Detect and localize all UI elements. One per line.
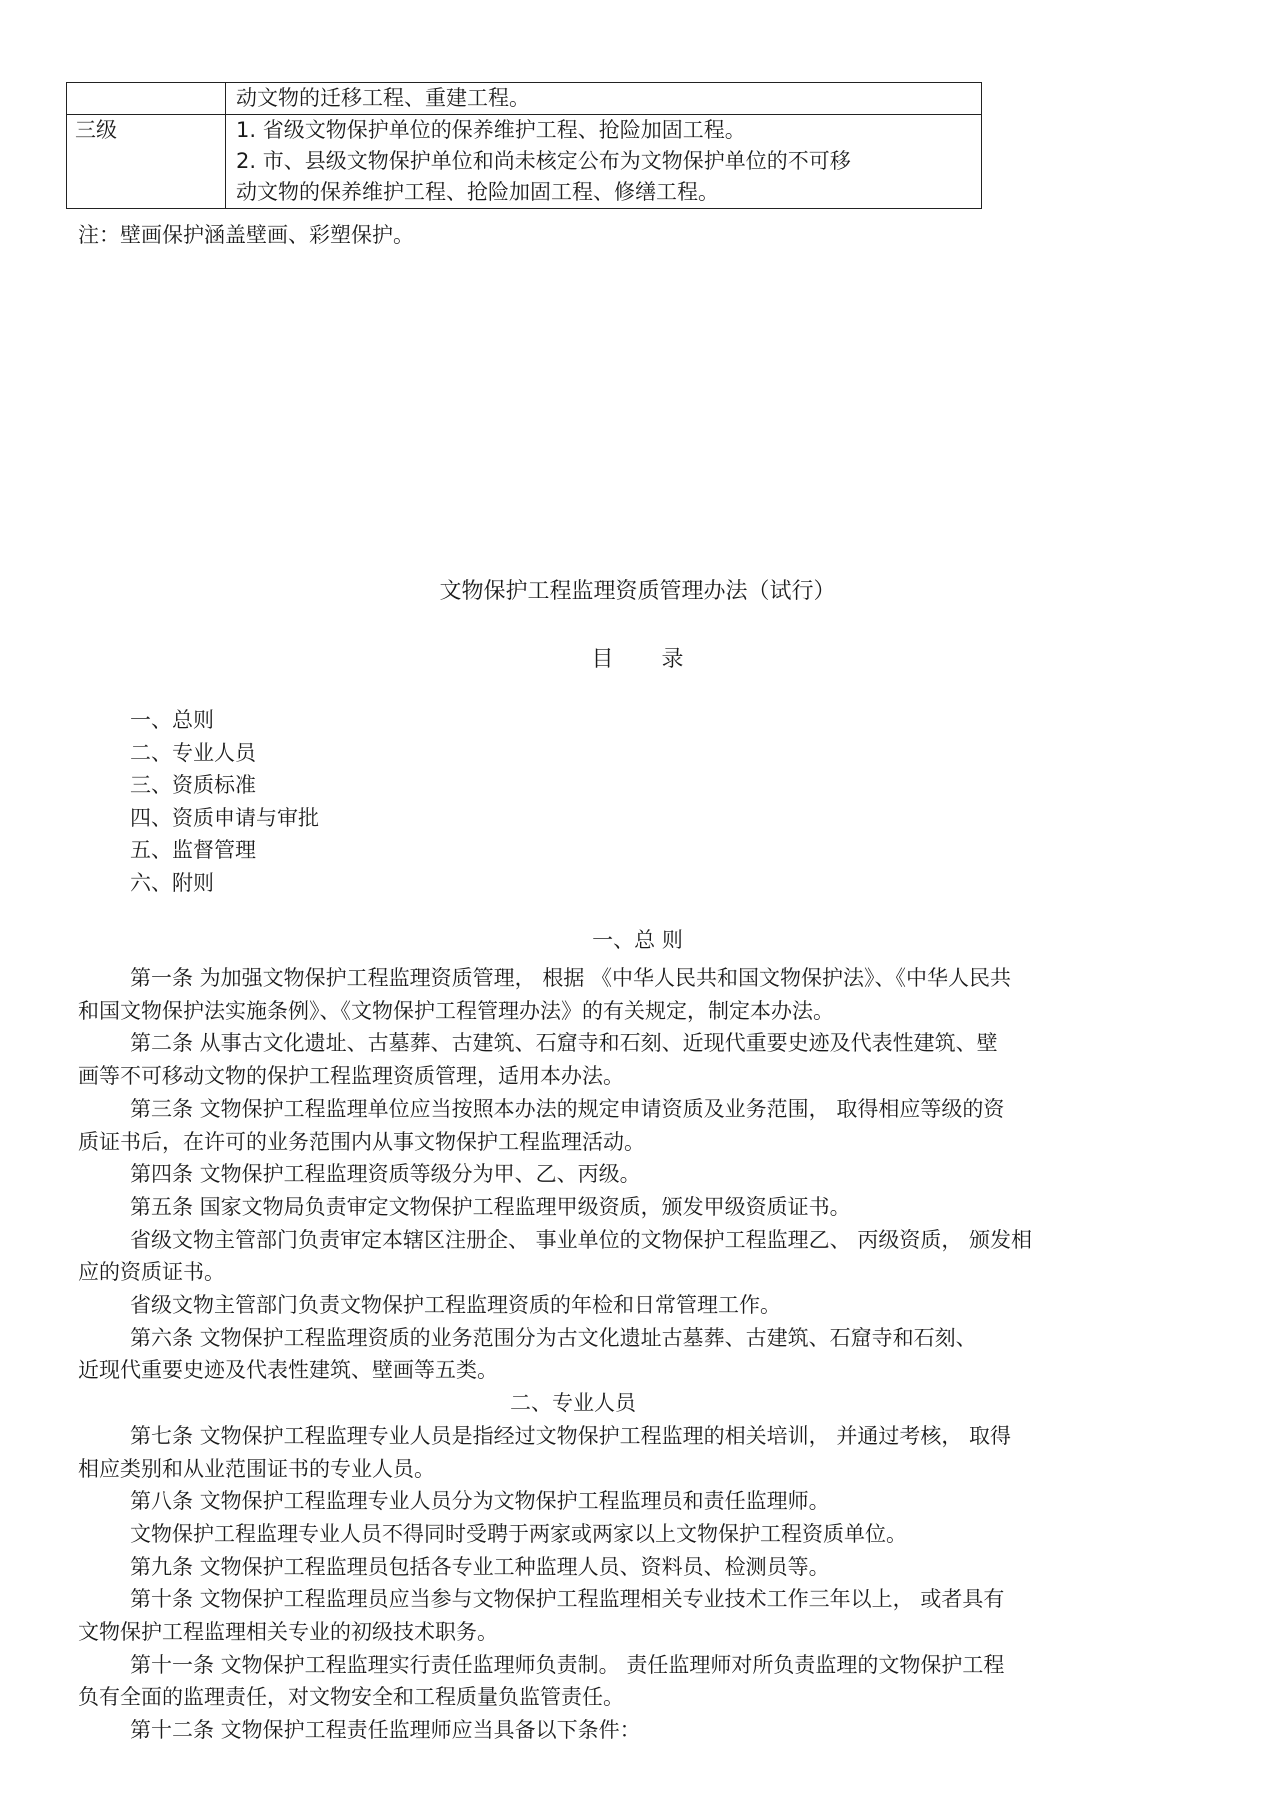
article-line: 第十二条 文物保护工程责任监理师应当具备以下条件： bbox=[130, 1718, 641, 1743]
article-line: 第二条 从事古文化遗址、古墓葬、古建筑、石窟寺和石刻、近现代重要史迹及代表性建筑、壁 bbox=[130, 1031, 998, 1056]
article-line: 第四条 文物保护工程监理资质等级分为甲、乙、丙级。 bbox=[130, 1162, 641, 1187]
level-cell: 三级 bbox=[67, 115, 226, 209]
article-line: 相应类别和从业范围证书的专业人员。 bbox=[78, 1456, 435, 1481]
article-line: 第七条 文物保护工程监理专业人员是指经过文物保护工程监理的相关培训， 并通过考核， 取得 bbox=[130, 1423, 1012, 1448]
scope-line: 动文物的迁移工程、重建工程。 bbox=[236, 86, 530, 110]
article-line: 文物保护工程监理专业人员不得同时受聘于两家或两家以上文物保护工程资质单位。 bbox=[130, 1521, 907, 1546]
table-of-contents bbox=[130, 704, 319, 899]
toc-item: 二、专业人员 bbox=[130, 740, 256, 765]
body-text bbox=[78, 962, 1208, 1747]
article-line: 第一条 为加强文物保护工程监理资质管理， 根据 《中华人民共和国文物保护法》、《中华人民共 bbox=[130, 966, 1012, 990]
article-line: 省级文物主管部门负责文物保护工程监理资质的年检和日常管理工作。 bbox=[130, 1293, 781, 1318]
article-line: 第六条 文物保护工程监理资质的业务范围分为古文化遗址古墓葬、古建筑、石窟寺和石刻、 bbox=[130, 1325, 977, 1350]
article-line: 第九条 文物保护工程监理员包括各专业工种监理人员、资料员、检测员等。 bbox=[130, 1554, 830, 1579]
toc-item: 三、资质标准 bbox=[130, 773, 256, 797]
article-line: 第十一条 文物保护工程监理实行责任监理师负责制。 责任监理师对所负责监理的文物保护工程 bbox=[130, 1652, 1005, 1677]
article-line: 第三条 文物保护工程监理单位应当按照本办法的规定申请资质及业务范围， 取得相应等级的资 bbox=[130, 1096, 1005, 1121]
article-line: 应的资质证书。 bbox=[78, 1260, 225, 1285]
article-line: 画等不可移动文物的保护工程监理资质管理，适用本办法。 bbox=[78, 1064, 624, 1089]
article-line: 第八条 文物保护工程监理专业人员分为文物保护工程监理员和责任监理师。 bbox=[130, 1489, 830, 1514]
toc-item: 六、附则 bbox=[130, 870, 214, 895]
article-line: 负有全面的监理责任，对文物安全和工程质量负监管责任。 bbox=[78, 1685, 624, 1710]
article-line: 省级文物主管部门负责审定本辖区注册企、 事业单位的文物保护工程监理乙、 丙级资质， 颁发相 bbox=[130, 1227, 1033, 1252]
section-heading: 一、总 则 bbox=[592, 928, 683, 952]
table-row bbox=[67, 83, 982, 115]
toc-item: 五、监督管理 bbox=[130, 838, 256, 862]
scope-line: 2. 市、县级文物保护单位和尚未核定公布为文物保护单位的不可移 bbox=[236, 149, 851, 173]
toc-item: 四、资质申请与审批 bbox=[130, 805, 319, 830]
scope-line: 1. 省级文物保护单位的保养维护工程、抢险加固工程。 bbox=[236, 118, 746, 142]
qualification-table bbox=[66, 82, 982, 209]
section-heading: 二、专业人员 bbox=[510, 1391, 636, 1416]
scope-cell bbox=[226, 83, 982, 115]
scope-cell bbox=[226, 115, 982, 209]
toc-item: 一、总则 bbox=[130, 708, 214, 732]
document-title: 文物保护工程监理资质管理办法（试行） bbox=[439, 579, 836, 604]
article-line: 第五条 国家文物局负责审定文物保护工程监理甲级资质，颁发甲级资质证书。 bbox=[130, 1194, 851, 1219]
scope-line: 动文物的保养维护工程、抢险加固工程、修缮工程。 bbox=[236, 180, 719, 204]
article-line: 质证书后，在许可的业务范围内从事文物保护工程监理活动。 bbox=[78, 1129, 645, 1154]
level-cell bbox=[67, 83, 226, 115]
toc-heading: 目录 bbox=[591, 647, 732, 672]
table-row bbox=[67, 115, 982, 209]
table-note: 注：壁画保护涵盖壁画、彩塑保护。 bbox=[78, 223, 414, 247]
article-line: 文物保护工程监理相关专业的初级技术职务。 bbox=[78, 1620, 498, 1645]
article-line: 第十条 文物保护工程监理员应当参与文物保护工程监理相关专业技术工作三年以上， 或者具有 bbox=[130, 1587, 1005, 1612]
article-line: 近现代重要史迹及代表性建筑、壁画等五类。 bbox=[78, 1358, 498, 1383]
article-line: 和国文物保护法实施条例》、《文物保护工程管理办法》的有关规定，制定本办法。 bbox=[78, 998, 834, 1023]
